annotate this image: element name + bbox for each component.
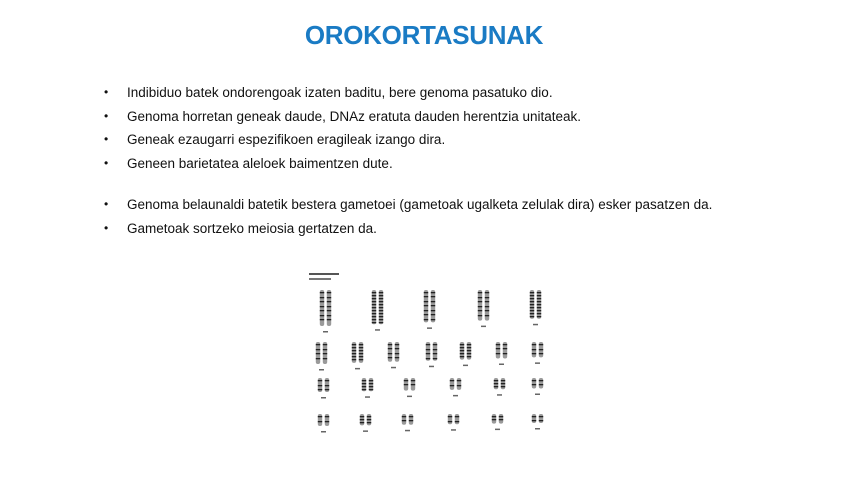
bullet-icon: •: [104, 197, 109, 211]
chromosome-icon: [379, 290, 383, 324]
chromosome-icon: [388, 342, 392, 362]
chromosome-icon: [494, 378, 498, 389]
chromosome-icon: [404, 378, 408, 391]
chromosome-icon: [450, 378, 454, 390]
chromosome-icon: [426, 342, 430, 361]
karyotype-image: [305, 268, 557, 444]
chromosome-icon: [460, 342, 464, 360]
chromosome-icon: [320, 290, 324, 326]
list-item: [104, 193, 712, 217]
bullet-text: Geneen barietatea aleloek baimentzen dute.: [127, 155, 393, 171]
chromosome-icon: [325, 414, 329, 426]
chromosome-icon: [431, 290, 435, 322]
bullet-text: Indibiduo batek ondorengoak izaten baditu, bere genoma pasatuko dio.: [127, 85, 553, 100]
list-item: [104, 81, 581, 105]
karyotype-picture: [305, 268, 557, 444]
chromosome-icon: [501, 378, 505, 389]
list-item: [104, 128, 581, 152]
slide-title: OROKORTASUNAK: [304, 20, 544, 50]
chromosome-icon: [372, 290, 376, 324]
chromosome-icon: [316, 342, 320, 364]
chromosome-icon: [359, 342, 363, 363]
chromosome-icon: [539, 342, 543, 357]
bullet-text: Geneak ezaugarri espezifikoen eragileak izango dira.: [127, 132, 446, 147]
chromosome-icon: [537, 290, 541, 319]
chromosome-icon: [539, 378, 543, 389]
chromosome-icon: [318, 414, 322, 426]
chromosome-icon: [369, 378, 373, 391]
chromosome-icon: [499, 414, 503, 424]
chromosome-icon: [532, 414, 536, 423]
chromosome-icon: [485, 290, 489, 321]
chromosome-icon: [532, 342, 536, 357]
chromosome-icon: [503, 342, 507, 359]
bullet-icon: •: [104, 220, 109, 235]
chromosome-icon: [352, 342, 356, 363]
bullet-text: Gametoak sortzeko meiosia gertatzen da.: [127, 220, 377, 236]
list-item: [104, 105, 581, 129]
chromosome-icon: [411, 378, 415, 391]
chromosome-icon: [467, 342, 471, 360]
bullet-icon: •: [104, 132, 109, 146]
chromosome-icon: [323, 342, 327, 364]
bullet-text: Genoma belaunaldi batetik bestera gametoei (gametoak ugalketa zelulak dira) esker pasatzen da.: [127, 197, 713, 212]
chromosome-icon: [496, 342, 500, 359]
chromosome-icon: [424, 290, 428, 322]
list-item: [104, 217, 712, 241]
chromosome-icon: [492, 414, 496, 424]
bullet-text: Genoma horretan geneak daude, DNAz eratuta dauden herentzia unitateak.: [127, 108, 582, 124]
chromosome-icon: [402, 414, 406, 425]
bullet-icon: •: [104, 155, 109, 170]
bullet-list-2: [104, 193, 712, 240]
chromosome-icon: [327, 290, 331, 326]
chromosome-icon: [367, 414, 371, 425]
chromosome-icon: [409, 414, 413, 425]
chromosome-icon: [539, 414, 543, 423]
chromosome-icon: [362, 378, 366, 391]
list-item: [104, 152, 581, 176]
chromosome-icon: [478, 290, 482, 321]
bullet-list-1: [104, 81, 581, 175]
chromosome-icon: [325, 378, 329, 392]
chromosome-icon: [360, 414, 364, 425]
chromosome-icon: [532, 378, 536, 389]
chromosome-icon: [455, 414, 459, 424]
chromosome-icon: [318, 378, 322, 392]
chromosome-icon: [395, 342, 399, 362]
bullet-icon: •: [104, 108, 109, 123]
bullet-icon: •: [104, 85, 109, 99]
chromosome-icon: [530, 290, 534, 319]
chromosome-icon: [457, 378, 461, 390]
chromosome-icon: [448, 414, 452, 424]
chromosome-icon: [433, 342, 437, 361]
